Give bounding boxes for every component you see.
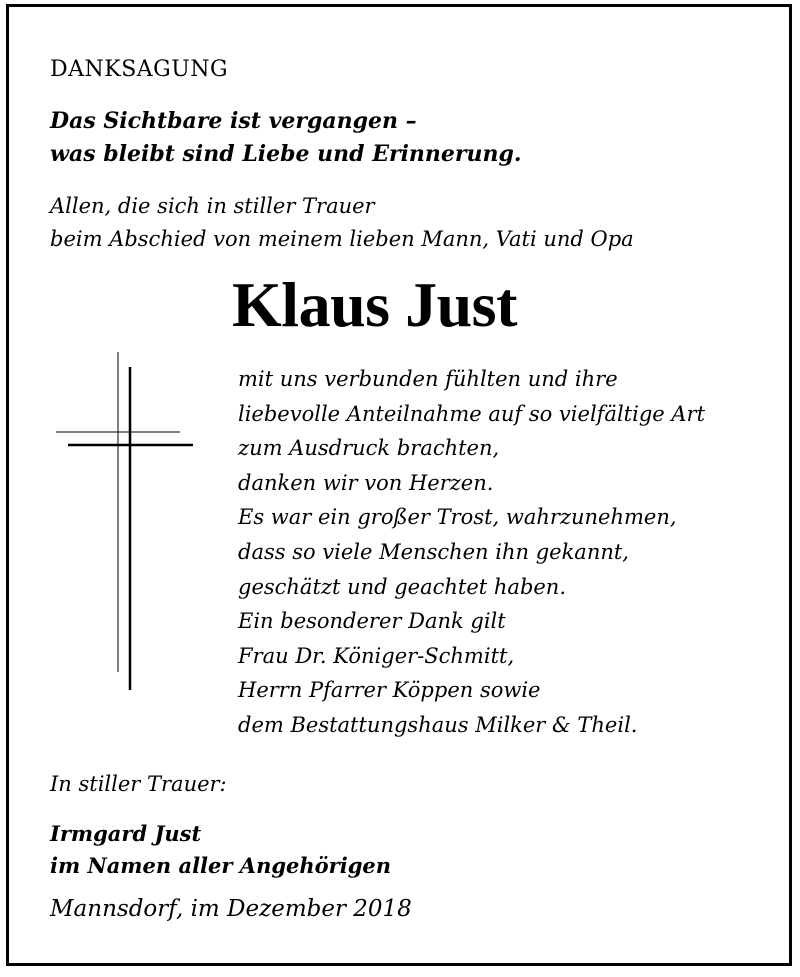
signer (50, 818, 391, 882)
intro-text (50, 190, 634, 256)
signer-name: Irmgard Just (50, 821, 202, 846)
thanks-line: geschätzt und geachtet haben. (238, 574, 567, 599)
deceased-name: Klaus Just (232, 269, 517, 340)
intro-line: Allen, die sich in stiller Trauer (50, 194, 375, 218)
place-date: Mannsdorf, im Dezember 2018 (50, 896, 412, 922)
motto (50, 105, 522, 171)
signer-note: im Namen aller Angehörigen (50, 853, 392, 878)
motto-line: was bleibt sind Liebe und Erinnerung. (50, 141, 522, 167)
cross-icon (50, 352, 200, 692)
thanks-line: danken wir von Herzen. (238, 470, 494, 495)
thanks-text (238, 362, 705, 743)
heading: DANKSAGUNG (50, 57, 229, 82)
thanks-line: Es war ein großer Trost, wahrzunehmen, (238, 505, 677, 530)
thanks-line: Herrn Pfarrer Köppen sowie (238, 678, 541, 703)
thanks-line: Frau Dr. Königer-Schmitt, (238, 643, 515, 668)
motto-line: Das Sichtbare ist vergangen – (50, 108, 417, 134)
thanks-line: dass so viele Menschen ihn gekannt, (238, 539, 629, 564)
thanks-line: Ein besonderer Dank gilt (238, 609, 506, 634)
thanks-line: liebevolle Anteilnahme auf so vielfältige Art (238, 401, 706, 426)
intro-line: beim Abschied von meinem lieben Mann, Vati und Opa (50, 227, 634, 251)
closing-phrase: In stiller Trauer: (50, 772, 227, 796)
thanks-line: zum Ausdruck brachten, (238, 436, 500, 461)
thanks-line: mit uns verbunden fühlten und ihre (238, 367, 618, 391)
thanks-line: dem Bestattungshaus Milker & Theil. (238, 712, 638, 737)
